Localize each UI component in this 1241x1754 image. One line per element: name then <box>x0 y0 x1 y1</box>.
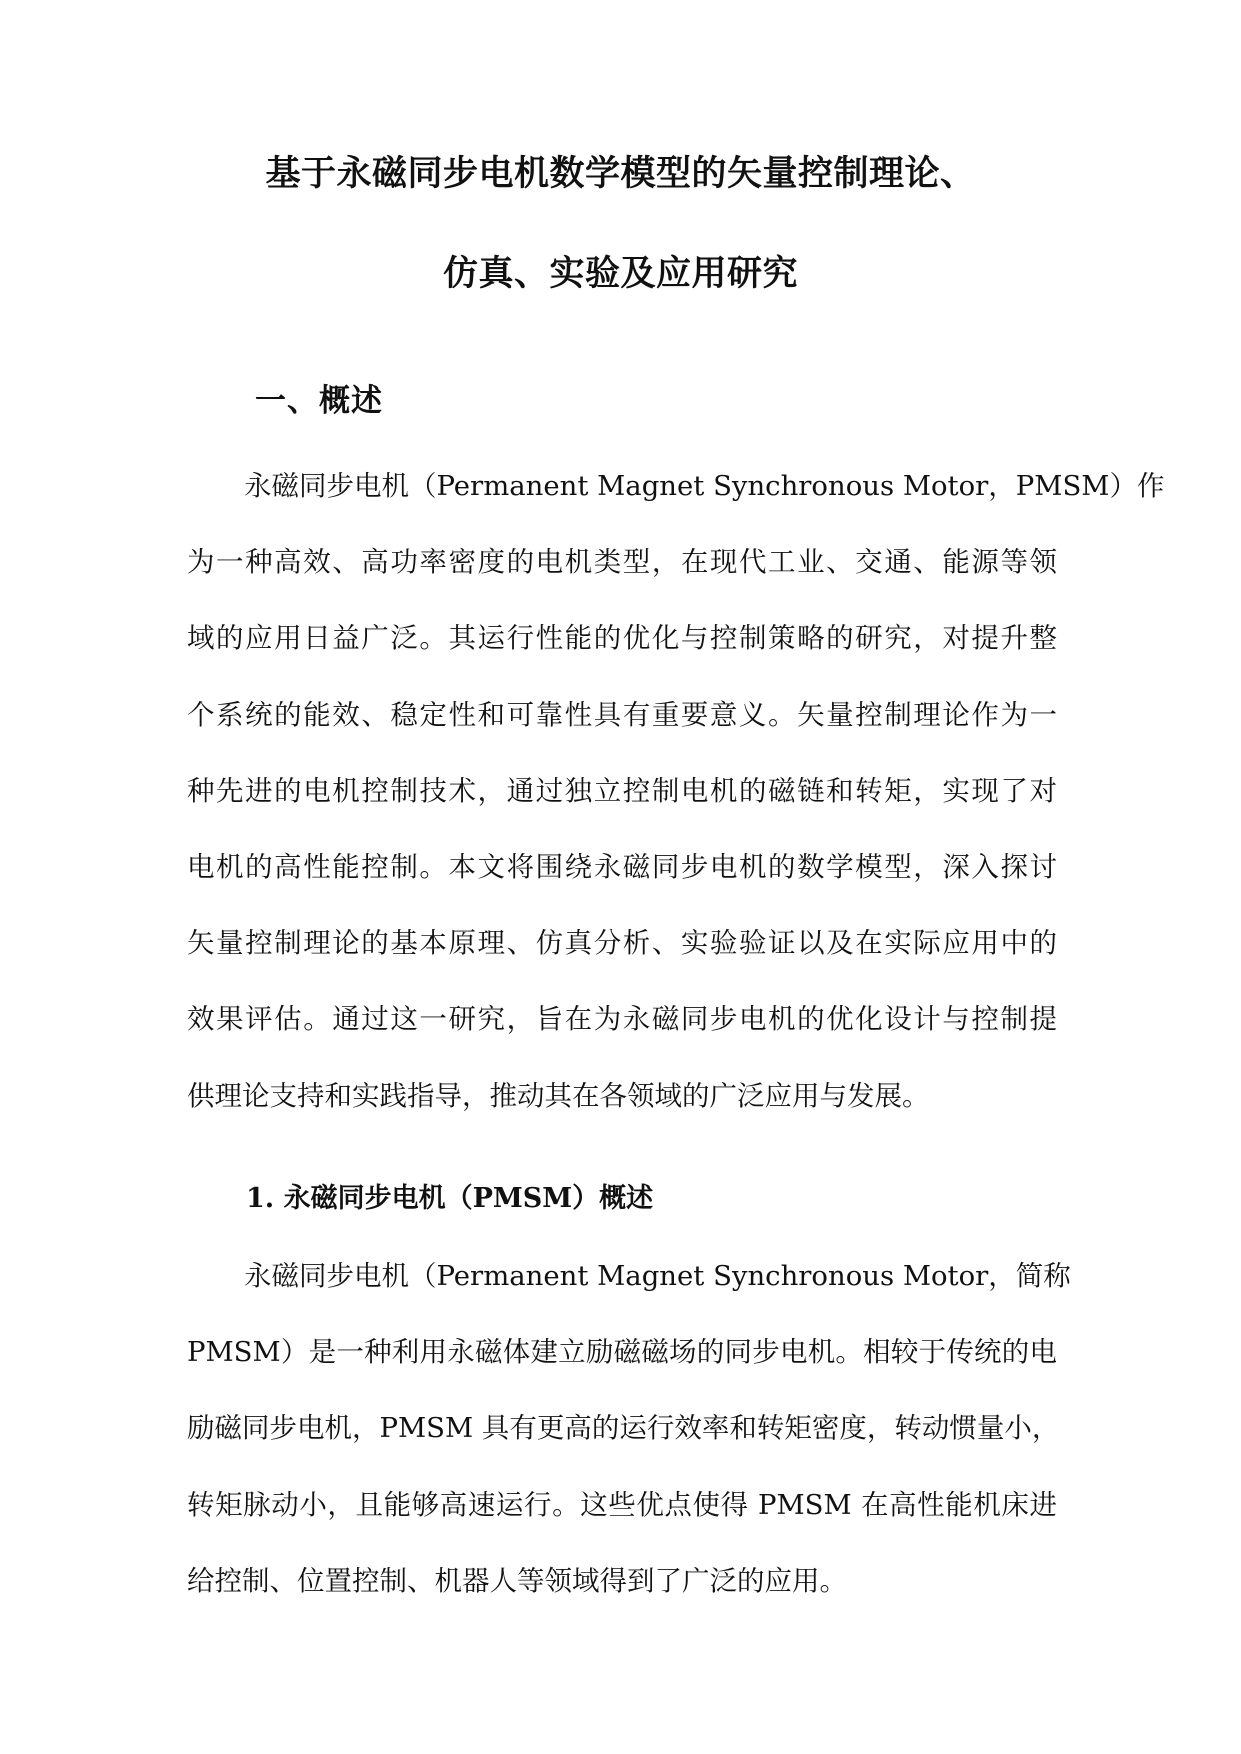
paragraph-pmsm-overview <box>187 1252 1071 1633</box>
paragraph-line: PMSM）是一种利用永磁体建立励磁磁场的同步电机。相较于传统的电 <box>187 1336 1057 1369</box>
paragraph-line: 矢量控制理论的基本原理、仿真分析、实验验证以及在实际应用中的 <box>187 927 1057 960</box>
document-title-line-1: 基于永磁同步电机数学模型的矢量控制理论、 <box>265 153 976 194</box>
paragraph-line: 效果评估。通过这一研究，旨在为永磁同步电机的优化设计与控制提 <box>187 1003 1057 1036</box>
paragraph-line: 为一种高效、高功率密度的电机类型，在现代工业、交通、能源等领 <box>187 546 1057 579</box>
paragraph-line: 种先进的电机控制技术，通过独立控制电机的磁链和转矩，实现了对 <box>187 774 1057 807</box>
paragraph-overview <box>187 462 1165 1148</box>
paragraph-line: 电机的高性能控制。本文将围绕永磁同步电机的数学模型，深入探讨 <box>187 850 1057 883</box>
paragraph-line: 励磁同步电机，PMSM 具有更高的运行效率和转矩密度，转动惯量小， <box>187 1412 1060 1445</box>
paragraph-line: 域的应用日益广泛。其运行性能的优化与控制策略的研究，对提升整 <box>187 622 1057 655</box>
paragraph-line: 永磁同步电机（Permanent Magnet Synchronous Motor，PMSM）作 <box>244 470 1165 502</box>
document-title-line-2: 仿真、实验及应用研究 <box>442 253 798 294</box>
paragraph-line: 个系统的能效、稳定性和可靠性具有重要意义。矢量控制理论作为一 <box>187 698 1057 731</box>
subsection-heading: 1. 永磁同步电机（PMSM）概述 <box>246 1183 654 1214</box>
paragraph-line: 转矩脉动小，且能够高速运行。这些优点使得 PMSM 在高性能机床进 <box>187 1488 1057 1521</box>
paragraph-line: 供理论支持和实践指导，推动其在各领域的广泛应用与发展。 <box>187 1079 930 1112</box>
paragraph-line: 永磁同步电机（Permanent Magnet Synchronous Motor，简称 <box>244 1260 1071 1292</box>
paragraph-line: 给控制、位置控制、机器人等领域得到了广泛的应用。 <box>187 1564 847 1597</box>
section-heading: 一、概述 <box>255 383 383 419</box>
